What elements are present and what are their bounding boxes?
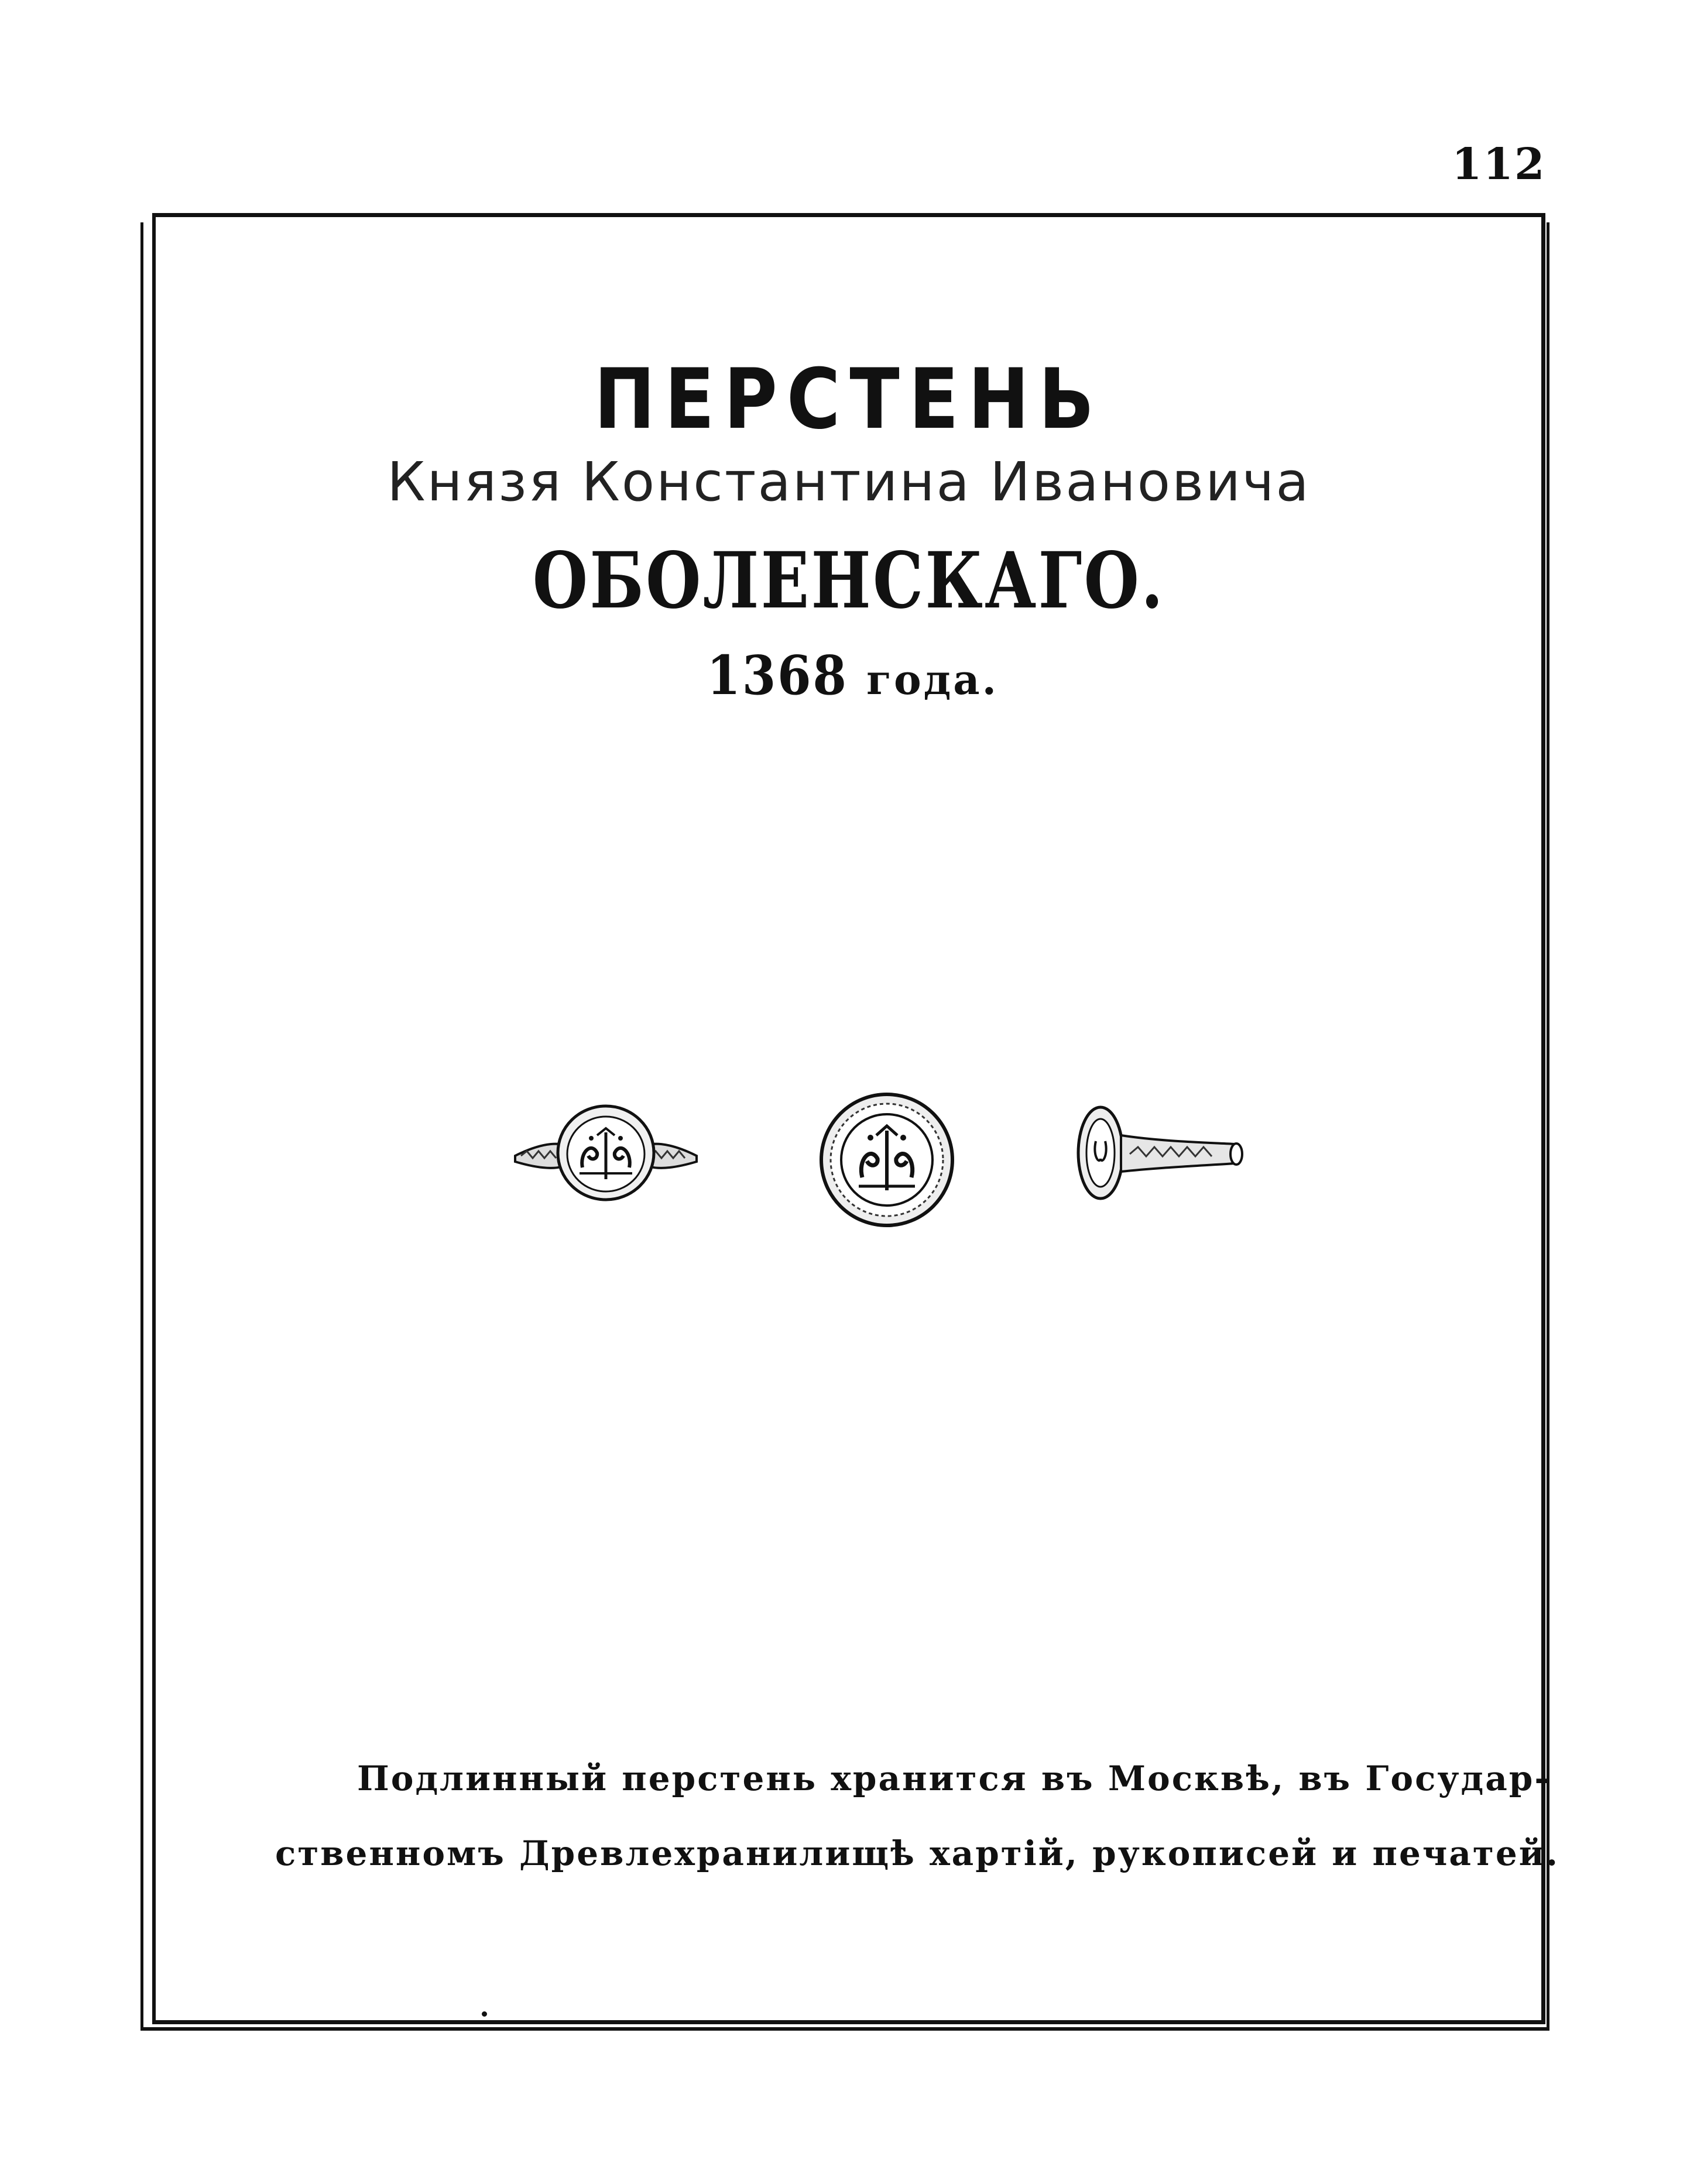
ring-front-view-icon xyxy=(509,1100,702,1206)
ink-dot xyxy=(482,2011,487,2017)
page-title: ПЕРСТЕНЬ xyxy=(594,351,1104,448)
caption-line-2: ственномъ Древлехранилищѣ хартій, рукописей и печатей. xyxy=(275,1833,1559,1873)
family-name: ОБОЛЕНСКАГО. xyxy=(532,535,1165,626)
year-line xyxy=(152,644,1545,707)
page-subtitle: Князя Константина Ивановича xyxy=(387,451,1311,513)
page-number: 112 xyxy=(1452,139,1546,190)
ring-seal-face-icon xyxy=(817,1090,957,1230)
caption-line-1: Подлинный перстень хранится въ Москвѣ, въ Государ- xyxy=(357,1759,1551,1798)
year-word: года. xyxy=(866,655,999,704)
ring-side-view-icon xyxy=(1071,1100,1247,1206)
caption xyxy=(275,1741,1559,1891)
year-value: 1368 xyxy=(707,644,848,707)
